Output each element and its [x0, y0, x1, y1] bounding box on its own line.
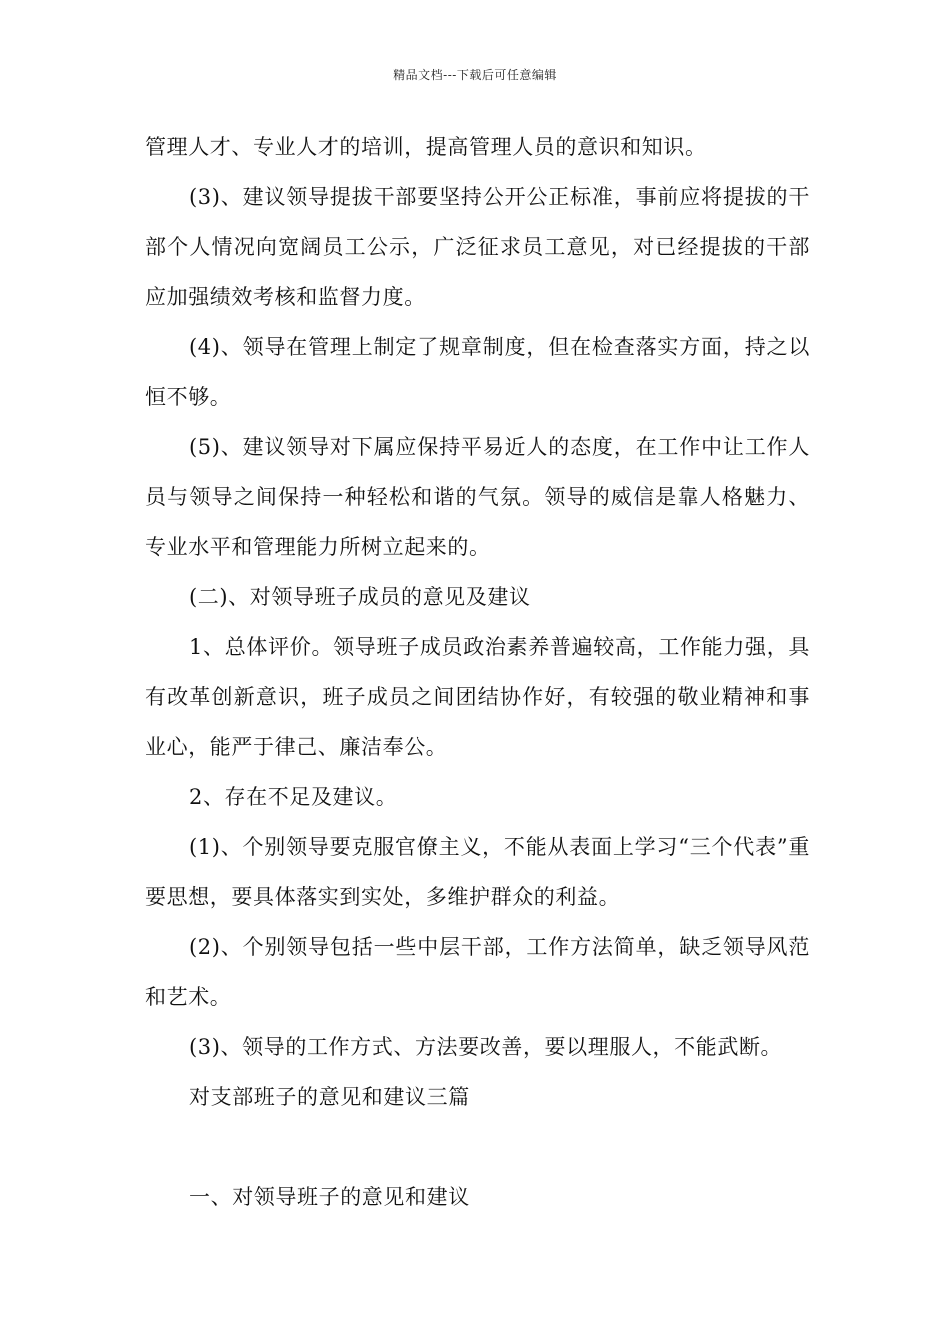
document-subtitle: 对支部班子的意见和建议三篇	[189, 1085, 470, 1109]
page-header-watermark: 精品文档---下载后可任意编辑	[393, 68, 557, 82]
paragraph-item-4: (4)、领导在管理上制定了规章制度，但在检查落实方面，持之以恒不够。	[145, 335, 810, 409]
section-heading-1: 一、对领导班子的意见和建议	[189, 1185, 470, 1209]
paragraph-overall-evaluation: 1、总体评价。领导班子成员政治素养普遍较高，工作能力强，具有改革创新意识，班子成员之间团结协作好，有较强的敬业精神和事业心，能严于律己、廉洁奉公。	[145, 635, 810, 759]
paragraph-item-3: (3)、建议领导提拔干部要坚持公开公正标准，事前应将提拔的干部个人情况向宽阔员工公示，广泛征求员工意见，对已经提拔的干部应加强绩效考核和监督力度。	[145, 185, 810, 309]
paragraph-shortcomings: 2、存在不足及建议。	[189, 785, 398, 809]
paragraph-sub-item-1: (1)、个别领导要克服官僚主义，不能从表面上学习“三个代表”重要思想，要具体落实到实处，多维护群众的利益。	[145, 835, 810, 909]
paragraph-item-5: (5)、建议领导对下属应保持平易近人的态度，在工作中让工作人员与领导之间保持一种轻松和谐的气氛。领导的威信是靠人格魅力、专业水平和管理能力所树立起来的。	[145, 435, 810, 559]
document-body	[145, 122, 810, 1222]
section-heading-2: (二)、对领导班子成员的意见及建议	[189, 585, 531, 609]
paragraph-continuation: 管理人才、专业人才的培训，提高管理人员的意识和知识。	[145, 135, 707, 159]
paragraph-sub-item-2: (2)、个别领导包括一些中层干部，工作方法简单，缺乏领导风范和艺术。	[145, 935, 810, 1009]
paragraph-sub-item-3: (3)、领导的工作方式、方法要改善，要以理服人，不能武断。	[189, 1035, 783, 1059]
